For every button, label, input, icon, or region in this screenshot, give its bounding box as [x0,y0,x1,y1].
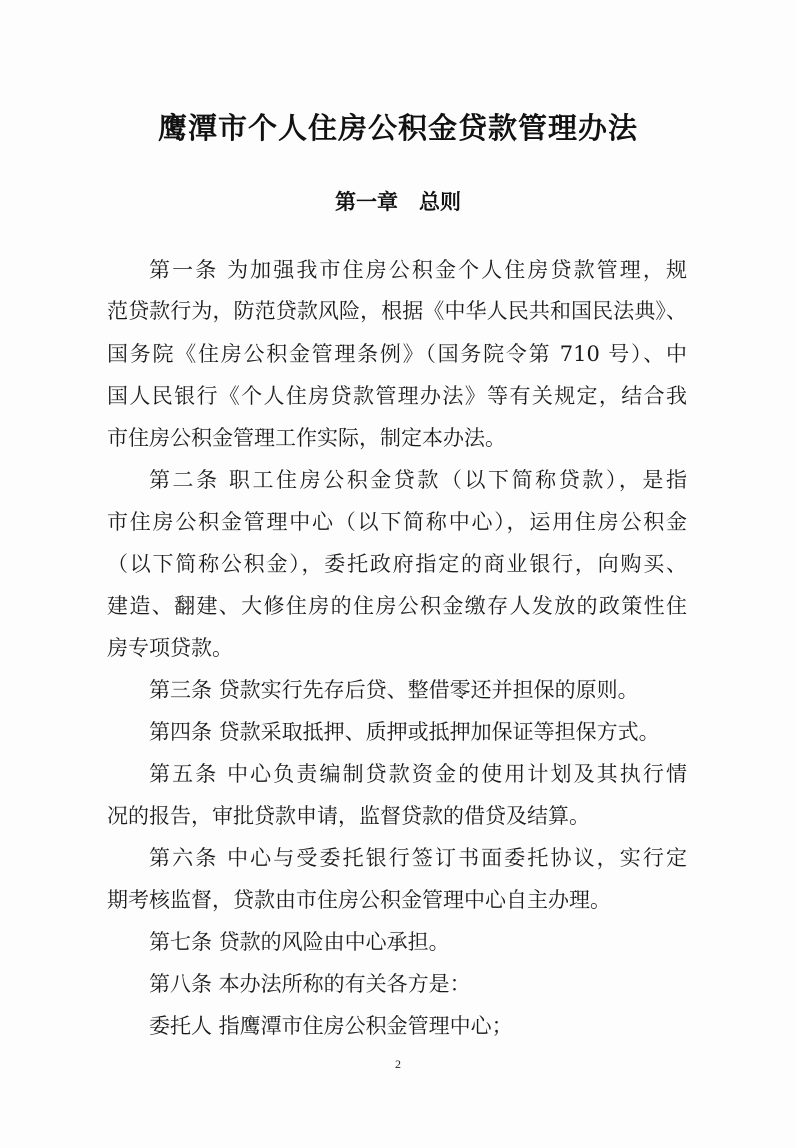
article-6-line-1: 第六条 中心与受委托银行签订书面委托协议，实行定 [149,846,687,870]
article-8: 第八条 本办法所称的有关各方是： [149,972,471,996]
article-1-line-3: 国务院《住房公积金管理条例》（国务院令第 710 号）、中 [107,342,687,366]
chapter-heading: 第一章 总则 [335,190,461,214]
article-2-line-3: （以下简称公积金），委托政府指定的商业银行，向购买、 [107,552,687,576]
article-7: 第七条 贷款的风险由中心承担。 [149,930,450,954]
article-3: 第三条 贷款实行先存后贷、整借零还并担保的原则。 [149,678,639,702]
article-1-line-2: 范贷款行为，防范贷款风险，根据《中华人民共和国民法典》、 [107,299,687,323]
article-1-line-5: 市住房公积金管理工作实际，制定本办法。 [107,426,506,450]
article-4: 第四条 贷款采取抵押、质押或抵押加保证等担保方式。 [149,720,660,744]
page-number: 2 [395,1057,401,1071]
article-2-line-1: 第二条 职工住房公积金贷款（以下简称贷款），是指 [149,468,687,492]
document-title: 鹰潭市个人住房公积金贷款管理办法 [157,111,638,145]
clause-principal: 委托人 指鹰潭市住房公积金管理中心； [149,1014,513,1038]
article-5-line-1: 第五条 中心负责编制贷款资金的使用计划及其执行情 [149,762,687,786]
article-2-line-4: 建造、翻建、大修住房的住房公积金缴存人发放的政策性住 [107,594,687,618]
article-2-line-2: 市住房公积金管理中心（以下简称中心），运用住房公积金 [107,510,687,534]
article-1-line-1: 第一条 为加强我市住房公积金个人住房贷款管理，规 [149,258,687,282]
article-2-line-5: 房专项贷款。 [107,636,233,660]
article-1-line-4: 国人民银行《个人住房贷款管理办法》等有关规定，结合我 [107,384,687,408]
article-6-line-2: 期考核监督，贷款由市住房公积金管理中心自主办理。 [107,888,611,912]
article-5-line-2: 况的报告，审批贷款申请，监督贷款的借贷及结算。 [107,804,590,828]
